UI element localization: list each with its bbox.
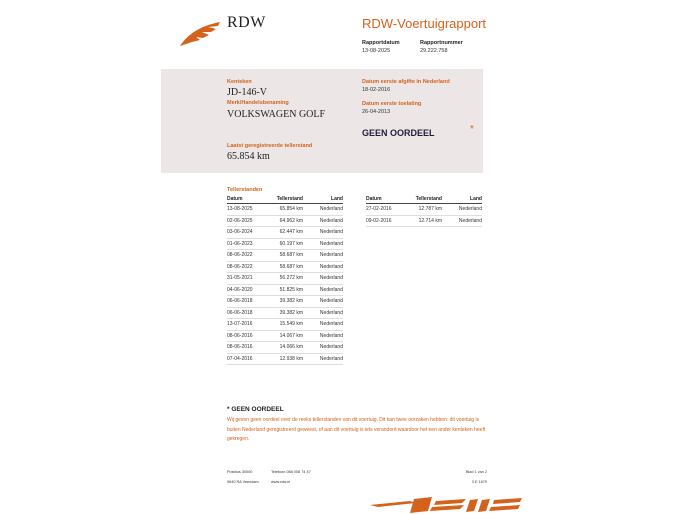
table-row <box>366 204 482 216</box>
footer-code: 3 E 1679 <box>471 480 487 484</box>
col-odometer: Tellerstand <box>273 195 303 204</box>
report-number: 29.222.758 <box>420 48 448 54</box>
reading-date: 08-06-2022 <box>227 250 273 262</box>
brand-name: RDW <box>227 14 266 31</box>
reading-country: Nederland <box>303 250 343 262</box>
reading-odometer: 56.272 km <box>273 273 303 285</box>
footer-address-2: 9640 RA Veendam <box>227 480 259 484</box>
reading-odometer: 58.687 km <box>273 250 303 262</box>
reading-country: Nederland <box>303 273 343 285</box>
report-title: RDW-Voertuigrapport <box>362 16 487 31</box>
reading-country: Nederland <box>303 296 343 308</box>
table-row <box>227 296 343 308</box>
col-country: Land <box>303 195 343 204</box>
reading-country: Nederland <box>303 215 343 227</box>
reading-date: 07-04-2016 <box>227 353 273 365</box>
table-row <box>227 227 343 239</box>
reading-odometer: 14.067 km <box>273 330 303 342</box>
table-row <box>227 307 343 319</box>
reading-date: 06-06-2018 <box>227 307 273 319</box>
table-row <box>227 261 343 273</box>
first-nl-date: 18-02-2016 <box>362 87 391 93</box>
table-row <box>227 204 343 216</box>
reading-country: Nederland <box>303 307 343 319</box>
report-date: 13-08-2025 <box>362 48 391 54</box>
table-row <box>366 215 482 227</box>
table-row <box>227 342 343 354</box>
reading-odometer: 60.197 km <box>273 238 303 250</box>
reading-date: 08-06-2016 <box>227 342 273 354</box>
plate-label: Kenteken <box>227 79 252 85</box>
footer-address-1: Postbus 30000 <box>227 470 253 474</box>
reading-date: 01-06-2023 <box>227 238 273 250</box>
reading-country: Nederland <box>303 342 343 354</box>
reading-country: Nederland <box>303 330 343 342</box>
report-date-label: Rapportdatum <box>362 40 400 46</box>
readings-title: Tellerstanden <box>227 187 263 193</box>
readings-table-right <box>366 195 482 227</box>
col-date: Datum <box>366 195 412 204</box>
reading-date: 08-06-2022 <box>227 261 273 273</box>
report-number-label: Rapportnummer <box>420 40 463 46</box>
reading-odometer: 15.549 km <box>273 319 303 331</box>
reading-country: Nederland <box>442 215 482 227</box>
reading-odometer: 58.687 km <box>273 261 303 273</box>
col-date: Datum <box>227 195 273 204</box>
vehicle-make: VOLKSWAGEN GOLF <box>227 109 326 120</box>
reading-date: 08-06-2016 <box>227 330 273 342</box>
first-admission-date: 26-04-2013 <box>362 109 391 115</box>
license-plate: JD-146-V <box>227 87 267 98</box>
reading-odometer: 65.854 km <box>273 204 303 216</box>
note-title: * GEEN OORDEEL <box>227 406 284 413</box>
reading-country: Nederland <box>303 227 343 239</box>
first-admission-label: Datum eerste toelating <box>362 101 422 107</box>
reading-odometer: 39.382 km <box>273 296 303 308</box>
table-row <box>227 250 343 262</box>
reading-country: Nederland <box>442 204 482 216</box>
reading-date: 02-06-2025 <box>227 215 273 227</box>
col-odometer: Tellerstand <box>412 195 442 204</box>
reading-country: Nederland <box>303 261 343 273</box>
col-country: Land <box>442 195 482 204</box>
make-label: Merk/Handelsbenaming <box>227 100 289 106</box>
readings-table-left <box>227 195 343 365</box>
reading-date: 04-06-2020 <box>227 284 273 296</box>
note-text: Wij geven geen oordeel over de reeks tellerstanden van dit voertuig. Dit kan twee oorzaken hebben: dit voertuig is buiten Nederland geregistreerd geweest, of aan dit voertuig is iets veranderd waardoor het een ander kenteken heeft gekregen. <box>227 417 486 442</box>
reading-date: 27-02-2016 <box>366 204 412 216</box>
verdict: GEEN OORDEEL <box>362 128 435 138</box>
table-row <box>227 330 343 342</box>
last-odometer: 65.854 km <box>227 151 270 162</box>
footer-phone: Telefoon 088 008 74 47 <box>271 470 311 474</box>
table-row <box>227 273 343 285</box>
reading-odometer: 62.447 km <box>273 227 303 239</box>
rdw-stripe-icon <box>370 497 524 514</box>
reading-odometer: 64.962 km <box>273 215 303 227</box>
reading-odometer: 39.382 km <box>273 307 303 319</box>
rdw-logo-icon <box>178 20 222 48</box>
reading-date: 31-05-2021 <box>227 273 273 285</box>
table-row <box>227 319 343 331</box>
footer-website[interactable]: www.rdw.nl <box>271 480 290 484</box>
reading-country: Nederland <box>303 204 343 216</box>
first-nl-label: Datum eerste afgifte in Nederland <box>362 79 450 85</box>
reading-date: 13-07-2016 <box>227 319 273 331</box>
table-row <box>227 238 343 250</box>
reading-odometer: 12.787 km <box>412 204 442 216</box>
table-row <box>227 215 343 227</box>
reading-country: Nederland <box>303 319 343 331</box>
table-row <box>227 284 343 296</box>
reading-odometer: 51.825 km <box>273 284 303 296</box>
reading-odometer: 12.714 km <box>412 215 442 227</box>
reading-country: Nederland <box>303 238 343 250</box>
reading-country: Nederland <box>303 284 343 296</box>
table-row <box>227 353 343 365</box>
verdict-asterisk: * <box>470 124 474 135</box>
reading-date: 13-08-2025 <box>227 204 273 216</box>
reading-odometer: 12.938 km <box>273 353 303 365</box>
reading-date: 06-06-2018 <box>227 296 273 308</box>
reading-country: Nederland <box>303 353 343 365</box>
footer-page: Blad 1 van 2 <box>465 470 487 474</box>
reading-date: 09-02-2016 <box>366 215 412 227</box>
reading-odometer: 14.066 km <box>273 342 303 354</box>
last-odometer-label: Laatst geregistreerde tellerstand <box>227 143 313 149</box>
reading-date: 03-06-2024 <box>227 227 273 239</box>
